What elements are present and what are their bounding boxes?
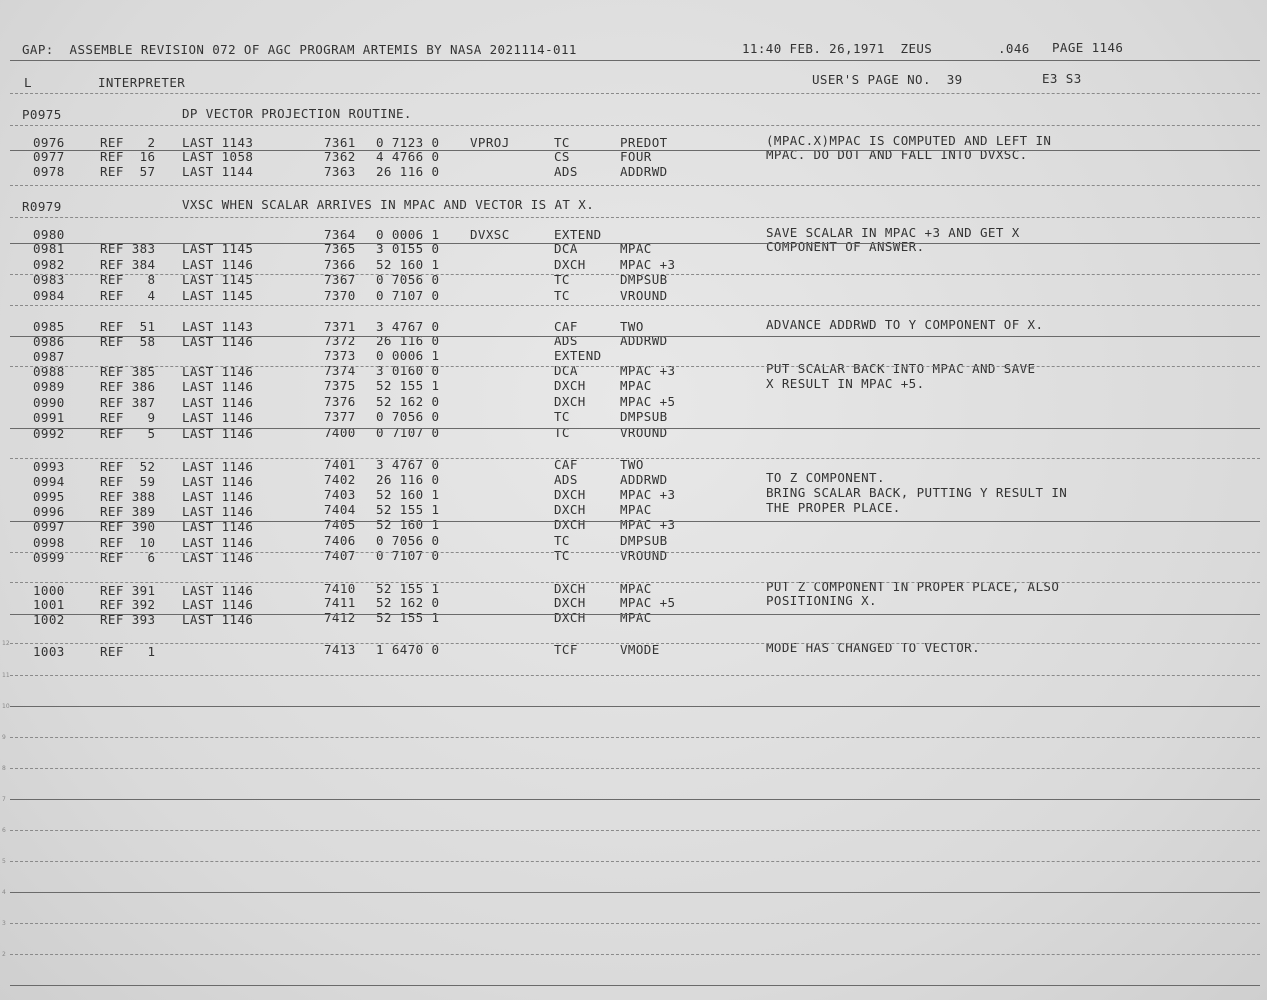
rule bbox=[10, 643, 1260, 644]
location: 7407 bbox=[324, 548, 356, 563]
line-number: 0982 bbox=[33, 257, 65, 272]
location: 7401 bbox=[324, 457, 356, 472]
last-ref: LAST 1145 bbox=[182, 272, 254, 287]
line-number: 0999 bbox=[33, 550, 65, 565]
location: 7364 bbox=[324, 227, 356, 242]
line-number: 0998 bbox=[33, 535, 65, 550]
location: 7412 bbox=[324, 610, 356, 625]
octal-word: 0 7056 0 bbox=[376, 272, 440, 287]
ref-count: REF 9 bbox=[100, 410, 156, 425]
comment: PUT SCALAR BACK INTO MPAC AND SAVE bbox=[766, 361, 1036, 376]
opcode: TC bbox=[554, 533, 570, 548]
opcode: TC bbox=[554, 135, 570, 150]
opcode: ADS bbox=[554, 333, 578, 348]
rule bbox=[10, 861, 1260, 862]
last-ref: LAST 1146 bbox=[182, 395, 254, 410]
header-page-number: PAGE 1146 bbox=[1052, 40, 1124, 55]
opcode: TCF bbox=[554, 642, 578, 657]
margin-mark: 2 bbox=[2, 951, 6, 958]
octal-word: 52 162 0 bbox=[376, 595, 440, 610]
location: 7362 bbox=[324, 149, 356, 164]
line-number: 0994 bbox=[33, 474, 65, 489]
octal-word: 3 0160 0 bbox=[376, 363, 440, 378]
comment: X RESULT IN MPAC +5. bbox=[766, 376, 925, 391]
operand: MPAC bbox=[620, 581, 652, 596]
location: 7365 bbox=[324, 241, 356, 256]
octal-word: 0 7107 0 bbox=[376, 548, 440, 563]
rule bbox=[10, 614, 1260, 615]
octal-word: 52 155 1 bbox=[376, 378, 440, 393]
location: 7375 bbox=[324, 378, 356, 393]
users-page-number: USER'S PAGE NO. 39 bbox=[812, 72, 963, 87]
section-name: INTERPRETER bbox=[98, 75, 186, 90]
last-ref: LAST 1145 bbox=[182, 288, 254, 303]
location: 7373 bbox=[324, 348, 356, 363]
location: 7376 bbox=[324, 394, 356, 409]
location: 7371 bbox=[324, 319, 356, 334]
line-number: 0992 bbox=[33, 426, 65, 441]
rule bbox=[10, 93, 1260, 94]
margin-mark: 11 bbox=[2, 672, 10, 679]
location: 7361 bbox=[324, 135, 356, 150]
opcode: EXTEND bbox=[554, 348, 602, 363]
header-gap-line: GAP: ASSEMBLE REVISION 072 OF AGC PROGRAM ARTEMIS BY NASA 2021114-011 bbox=[22, 42, 577, 57]
rule bbox=[10, 552, 1260, 553]
rule bbox=[10, 274, 1260, 275]
location: 7411 bbox=[324, 595, 356, 610]
octal-word: 52 160 1 bbox=[376, 517, 440, 532]
last-ref: LAST 1146 bbox=[182, 334, 254, 349]
rule bbox=[10, 185, 1260, 186]
rule bbox=[10, 521, 1260, 522]
line-number: 0995 bbox=[33, 489, 65, 504]
octal-word: 0 7056 0 bbox=[376, 533, 440, 548]
ref-count: REF 388 bbox=[100, 489, 156, 504]
operand: PREDOT bbox=[620, 135, 668, 150]
ref-count: REF 385 bbox=[100, 364, 156, 379]
line-number: 0991 bbox=[33, 410, 65, 425]
margin-mark: 12 bbox=[2, 640, 10, 647]
opcode: CAF bbox=[554, 457, 578, 472]
operand: VROUND bbox=[620, 548, 668, 563]
octal-word: 52 162 0 bbox=[376, 394, 440, 409]
ref-count: REF 384 bbox=[100, 257, 156, 272]
operand: MPAC bbox=[620, 241, 652, 256]
operand: ADDRWD bbox=[620, 164, 668, 179]
rule bbox=[10, 892, 1260, 893]
rule bbox=[10, 305, 1260, 306]
opcode: EXTEND bbox=[554, 227, 602, 242]
line-number: 0978 bbox=[33, 164, 65, 179]
opcode: CS bbox=[554, 149, 570, 164]
comment: POSITIONING X. bbox=[766, 593, 877, 608]
line-number: 1001 bbox=[33, 597, 65, 612]
location: 7404 bbox=[324, 502, 356, 517]
line-number: 0981 bbox=[33, 241, 65, 256]
octal-word: 4 4766 0 bbox=[376, 149, 440, 164]
operand: FOUR bbox=[620, 149, 652, 164]
ref-count: REF 390 bbox=[100, 519, 156, 534]
ref-count: REF 391 bbox=[100, 583, 156, 598]
operand: VROUND bbox=[620, 288, 668, 303]
header-rule bbox=[10, 60, 1260, 61]
location: 7402 bbox=[324, 472, 356, 487]
line-number: 0990 bbox=[33, 395, 65, 410]
opcode: DXCH bbox=[554, 487, 586, 502]
opcode: TC bbox=[554, 272, 570, 287]
last-ref: LAST 1146 bbox=[182, 612, 254, 627]
rule bbox=[10, 366, 1260, 367]
ref-count: REF 389 bbox=[100, 504, 156, 519]
location: 7377 bbox=[324, 409, 356, 424]
operand: ADDRWD bbox=[620, 333, 668, 348]
last-ref: LAST 1146 bbox=[182, 535, 254, 550]
opcode: CAF bbox=[554, 319, 578, 334]
rule bbox=[10, 150, 1260, 151]
operand: TWO bbox=[620, 319, 644, 334]
operand: MPAC +5 bbox=[620, 394, 676, 409]
opcode: DXCH bbox=[554, 257, 586, 272]
operand: VROUND bbox=[620, 425, 668, 440]
line-number: 0985 bbox=[33, 319, 65, 334]
operand: MPAC bbox=[620, 502, 652, 517]
octal-word: 0 0006 1 bbox=[376, 227, 440, 242]
last-ref: LAST 1146 bbox=[182, 459, 254, 474]
rule bbox=[10, 217, 1260, 218]
last-ref: LAST 1058 bbox=[182, 149, 254, 164]
location: 7405 bbox=[324, 517, 356, 532]
last-ref: LAST 1146 bbox=[182, 364, 254, 379]
opcode: TC bbox=[554, 409, 570, 424]
operand: MPAC bbox=[620, 378, 652, 393]
line-number: 0993 bbox=[33, 459, 65, 474]
ref-count: REF 4 bbox=[100, 288, 156, 303]
operand: MPAC +5 bbox=[620, 595, 676, 610]
ref-count: REF 2 bbox=[100, 135, 156, 150]
comment: ADVANCE ADDRWD TO Y COMPONENT OF X. bbox=[766, 317, 1044, 332]
opcode: DXCH bbox=[554, 595, 586, 610]
margin-mark: 5 bbox=[2, 858, 6, 865]
location: 7403 bbox=[324, 487, 356, 502]
opcode: DXCH bbox=[554, 610, 586, 625]
rule bbox=[10, 768, 1260, 769]
header-timestamp: 11:40 FEB. 26,1971 ZEUS bbox=[742, 41, 933, 56]
rule bbox=[10, 954, 1260, 955]
rule bbox=[10, 706, 1260, 707]
ref-count: REF 58 bbox=[100, 334, 156, 349]
heading-label: P0975 bbox=[22, 107, 62, 122]
line-number: 0997 bbox=[33, 519, 65, 534]
ref-count: REF 387 bbox=[100, 395, 156, 410]
location: 7370 bbox=[324, 288, 356, 303]
ref-count: REF 10 bbox=[100, 535, 156, 550]
line-number: 0976 bbox=[33, 135, 65, 150]
comment: TO Z COMPONENT. bbox=[766, 470, 885, 485]
operand: MPAC bbox=[620, 610, 652, 625]
comment: MPAC. DO DOT AND FALL INTO DVXSC. bbox=[766, 147, 1028, 162]
section-letter: L bbox=[24, 75, 32, 90]
last-ref: LAST 1146 bbox=[182, 550, 254, 565]
line-number: 0980 bbox=[33, 227, 65, 242]
last-ref: LAST 1146 bbox=[182, 474, 254, 489]
rule bbox=[10, 737, 1260, 738]
line-number: 0977 bbox=[33, 149, 65, 164]
rule bbox=[10, 985, 1260, 986]
octal-word: 52 160 1 bbox=[376, 487, 440, 502]
location: 7410 bbox=[324, 581, 356, 596]
comment: SAVE SCALAR IN MPAC +3 AND GET X bbox=[766, 225, 1020, 240]
octal-word: 3 4767 0 bbox=[376, 457, 440, 472]
last-ref: LAST 1146 bbox=[182, 583, 254, 598]
last-ref: LAST 1145 bbox=[182, 241, 254, 256]
opcode: DCA bbox=[554, 241, 578, 256]
octal-word: 0 0006 1 bbox=[376, 348, 440, 363]
location: 7372 bbox=[324, 333, 356, 348]
margin-mark: 9 bbox=[2, 734, 6, 741]
location: 7363 bbox=[324, 164, 356, 179]
symbol-label: DVXSC bbox=[470, 227, 510, 242]
last-ref: LAST 1143 bbox=[182, 319, 254, 334]
last-ref: LAST 1146 bbox=[182, 489, 254, 504]
location: 7367 bbox=[324, 272, 356, 287]
operand: MPAC +3 bbox=[620, 257, 676, 272]
location: 7374 bbox=[324, 363, 356, 378]
heading-text: DP VECTOR PROJECTION ROUTINE. bbox=[182, 106, 412, 121]
last-ref: LAST 1146 bbox=[182, 410, 254, 425]
opcode: ADS bbox=[554, 164, 578, 179]
last-ref: LAST 1146 bbox=[182, 379, 254, 394]
comment: PUT Z COMPONENT IN PROPER PLACE, ALSO bbox=[766, 579, 1060, 594]
margin-mark: 8 bbox=[2, 765, 6, 772]
octal-word: 1 6470 0 bbox=[376, 642, 440, 657]
rule bbox=[10, 243, 1260, 244]
octal-word: 52 155 1 bbox=[376, 610, 440, 625]
opcode: TC bbox=[554, 548, 570, 563]
operand: MPAC +3 bbox=[620, 517, 676, 532]
line-number: 0988 bbox=[33, 364, 65, 379]
heading-text: VXSC WHEN SCALAR ARRIVES IN MPAC AND VECTOR IS AT X. bbox=[182, 197, 595, 212]
location: 7366 bbox=[324, 257, 356, 272]
last-ref: LAST 1146 bbox=[182, 257, 254, 272]
symbol-label: VPROJ bbox=[470, 135, 510, 150]
margin-mark: 6 bbox=[2, 827, 6, 834]
ref-count: REF 383 bbox=[100, 241, 156, 256]
last-ref: LAST 1146 bbox=[182, 426, 254, 441]
octal-word: 0 7123 0 bbox=[376, 135, 440, 150]
line-number: 0987 bbox=[33, 349, 65, 364]
operand: TWO bbox=[620, 457, 644, 472]
page-code-e3s3: E3 S3 bbox=[1042, 71, 1082, 86]
operand: VMODE bbox=[620, 642, 660, 657]
octal-word: 52 155 1 bbox=[376, 502, 440, 517]
operand: MPAC +3 bbox=[620, 363, 676, 378]
octal-word: 26 116 0 bbox=[376, 472, 440, 487]
rule bbox=[10, 830, 1260, 831]
operand: MPAC +3 bbox=[620, 487, 676, 502]
ref-count: REF 1 bbox=[100, 644, 156, 659]
last-ref: LAST 1146 bbox=[182, 504, 254, 519]
location: 7400 bbox=[324, 425, 356, 440]
last-ref: LAST 1146 bbox=[182, 519, 254, 534]
line-number: 0996 bbox=[33, 504, 65, 519]
last-ref: LAST 1143 bbox=[182, 135, 254, 150]
location: 7406 bbox=[324, 533, 356, 548]
opcode: ADS bbox=[554, 472, 578, 487]
octal-word: 3 4767 0 bbox=[376, 319, 440, 334]
last-ref: LAST 1144 bbox=[182, 164, 254, 179]
opcode: DCA bbox=[554, 363, 578, 378]
ref-count: REF 393 bbox=[100, 612, 156, 627]
rule bbox=[10, 336, 1260, 337]
location: 7413 bbox=[324, 642, 356, 657]
octal-word: 0 7107 0 bbox=[376, 288, 440, 303]
opcode: DXCH bbox=[554, 394, 586, 409]
line-number: 1003 bbox=[33, 644, 65, 659]
ref-count: REF 8 bbox=[100, 272, 156, 287]
operand: DMPSUB bbox=[620, 272, 668, 287]
margin-mark: 4 bbox=[2, 889, 6, 896]
ref-count: REF 59 bbox=[100, 474, 156, 489]
comment: MODE HAS CHANGED TO VECTOR. bbox=[766, 640, 980, 655]
ref-count: REF 5 bbox=[100, 426, 156, 441]
line-number: 1000 bbox=[33, 583, 65, 598]
line-number: 0989 bbox=[33, 379, 65, 394]
line-number: 0984 bbox=[33, 288, 65, 303]
rule bbox=[10, 582, 1260, 583]
rule bbox=[10, 675, 1260, 676]
comment: (MPAC.X)MPAC IS COMPUTED AND LEFT IN bbox=[766, 133, 1052, 148]
opcode: TC bbox=[554, 288, 570, 303]
octal-word: 0 7107 0 bbox=[376, 425, 440, 440]
opcode: TC bbox=[554, 425, 570, 440]
ref-count: REF 16 bbox=[100, 149, 156, 164]
operand: DMPSUB bbox=[620, 409, 668, 424]
rule bbox=[10, 923, 1260, 924]
operand: DMPSUB bbox=[620, 533, 668, 548]
ref-count: REF 57 bbox=[100, 164, 156, 179]
opcode: DXCH bbox=[554, 378, 586, 393]
rule bbox=[10, 458, 1260, 459]
opcode: DXCH bbox=[554, 502, 586, 517]
ref-count: REF 386 bbox=[100, 379, 156, 394]
last-ref: LAST 1146 bbox=[182, 597, 254, 612]
comment: COMPONENT OF ANSWER. bbox=[766, 239, 925, 254]
ref-count: REF 51 bbox=[100, 319, 156, 334]
rule bbox=[10, 799, 1260, 800]
rule bbox=[10, 125, 1260, 126]
octal-word: 52 160 1 bbox=[376, 257, 440, 272]
opcode: DXCH bbox=[554, 517, 586, 532]
margin-mark: 3 bbox=[2, 920, 6, 927]
comment: BRING SCALAR BACK, PUTTING Y RESULT IN bbox=[766, 485, 1068, 500]
ref-count: REF 392 bbox=[100, 597, 156, 612]
line-number: 0983 bbox=[33, 272, 65, 287]
ref-count: REF 6 bbox=[100, 550, 156, 565]
octal-word: 3 0155 0 bbox=[376, 241, 440, 256]
ref-count: REF 52 bbox=[100, 459, 156, 474]
comment: THE PROPER PLACE. bbox=[766, 500, 901, 515]
heading-label: R0979 bbox=[22, 199, 62, 214]
octal-word: 26 116 0 bbox=[376, 164, 440, 179]
margin-mark: 7 bbox=[2, 796, 6, 803]
octal-word: 0 7056 0 bbox=[376, 409, 440, 424]
operand: ADDRWD bbox=[620, 472, 668, 487]
rule bbox=[10, 428, 1260, 429]
line-number: 1002 bbox=[33, 612, 65, 627]
header-page-code: .046 bbox=[998, 41, 1030, 56]
opcode: DXCH bbox=[554, 581, 586, 596]
margin-mark: 10 bbox=[2, 703, 10, 710]
line-number: 0986 bbox=[33, 334, 65, 349]
octal-word: 26 116 0 bbox=[376, 333, 440, 348]
octal-word: 52 155 1 bbox=[376, 581, 440, 596]
